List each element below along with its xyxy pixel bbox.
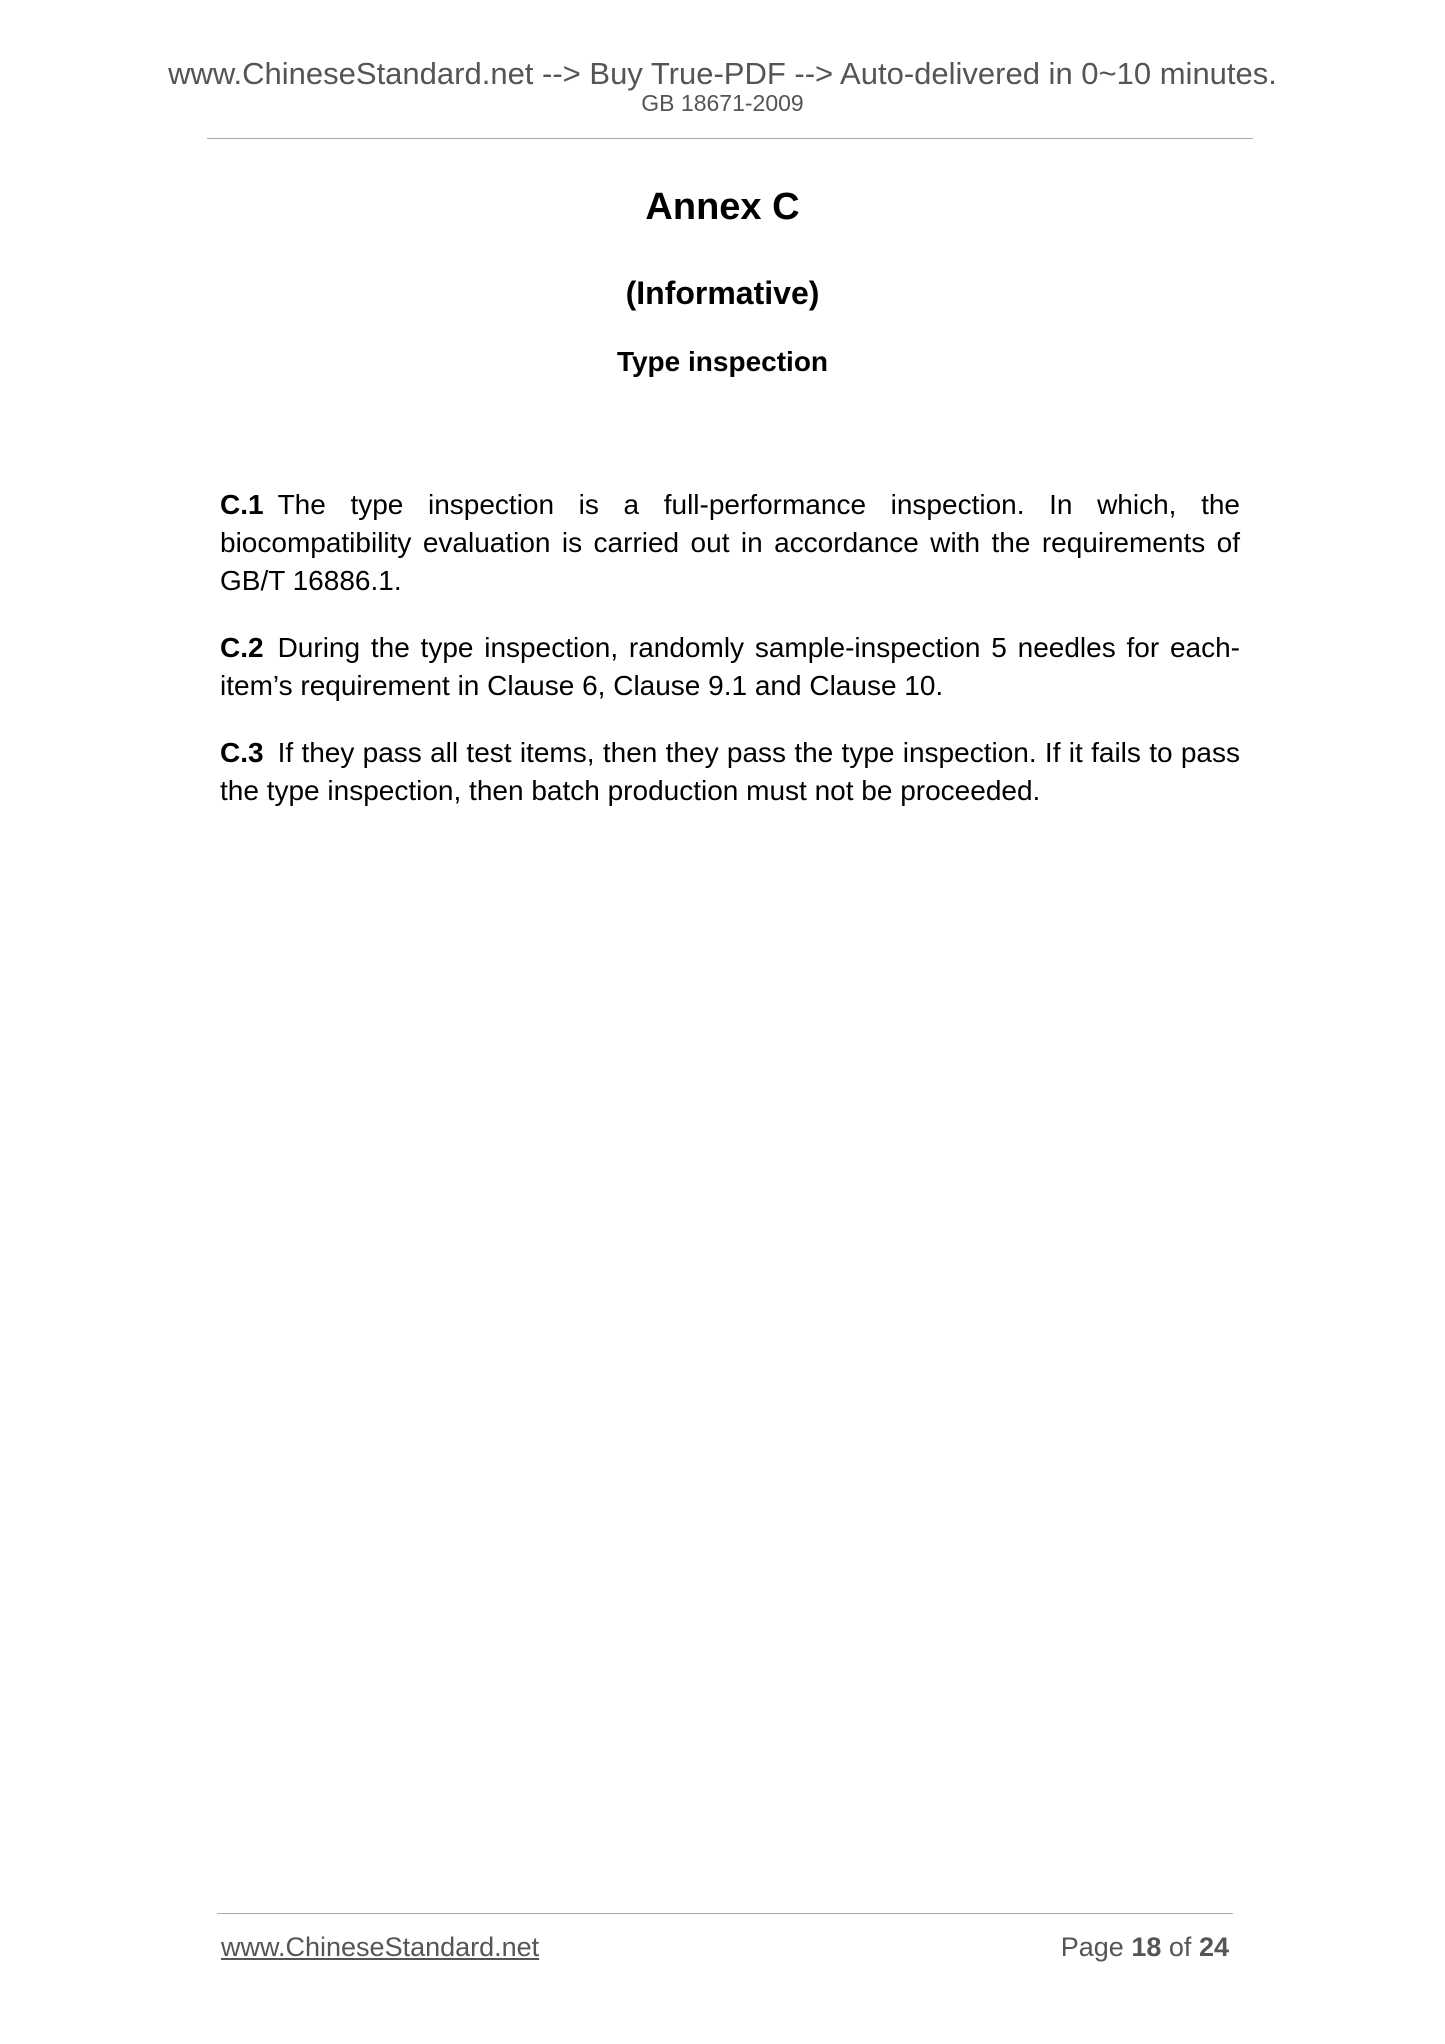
annex-subject: Type inspection: [616, 346, 829, 377]
clause-c2: [220, 629, 1240, 705]
clause-text: During the type inspection, randomly sample-inspection 5 needles for each-item’s requirement in Clause 6, Clause 9.1 and Clause 10.: [220, 632, 1240, 701]
page-total: 24: [1198, 1932, 1229, 1962]
clause-text: If they pass all test items, then they pass the type inspection. If it fails to pass the type inspection, then batch production must not be proceeded.: [220, 737, 1240, 806]
footer-divider: [217, 1913, 1233, 1914]
clause-number: C.1: [220, 489, 264, 520]
annex-title: Annex C: [645, 186, 800, 228]
clause-text: The type inspection is a full-performance inspection. In which, the biocompatibility evaluation is carried out in accordance with the requirements of GB/T 16886.1.: [220, 489, 1240, 596]
page-current: 18: [1131, 1932, 1162, 1962]
footer-site-link[interactable]: www.ChineseStandard.net: [221, 1932, 540, 1962]
page-of-word: of: [1168, 1932, 1192, 1962]
clause-list: [220, 486, 1240, 839]
page-indicator: [1061, 1933, 1229, 1963]
clause-c3: [220, 734, 1240, 810]
document-code: GB 18671-2009: [641, 90, 804, 116]
clause-c1: [220, 486, 1240, 600]
site-banner: www.ChineseStandard.net --> Buy True-PDF --> Auto-delivered in 0~10 minutes.: [168, 56, 1277, 91]
annex-type: (Informative): [625, 275, 820, 311]
clause-number: C.3: [220, 737, 264, 768]
header-divider: [207, 138, 1253, 139]
page-word: Page: [1060, 1932, 1124, 1962]
clause-number: C.2: [220, 632, 264, 663]
